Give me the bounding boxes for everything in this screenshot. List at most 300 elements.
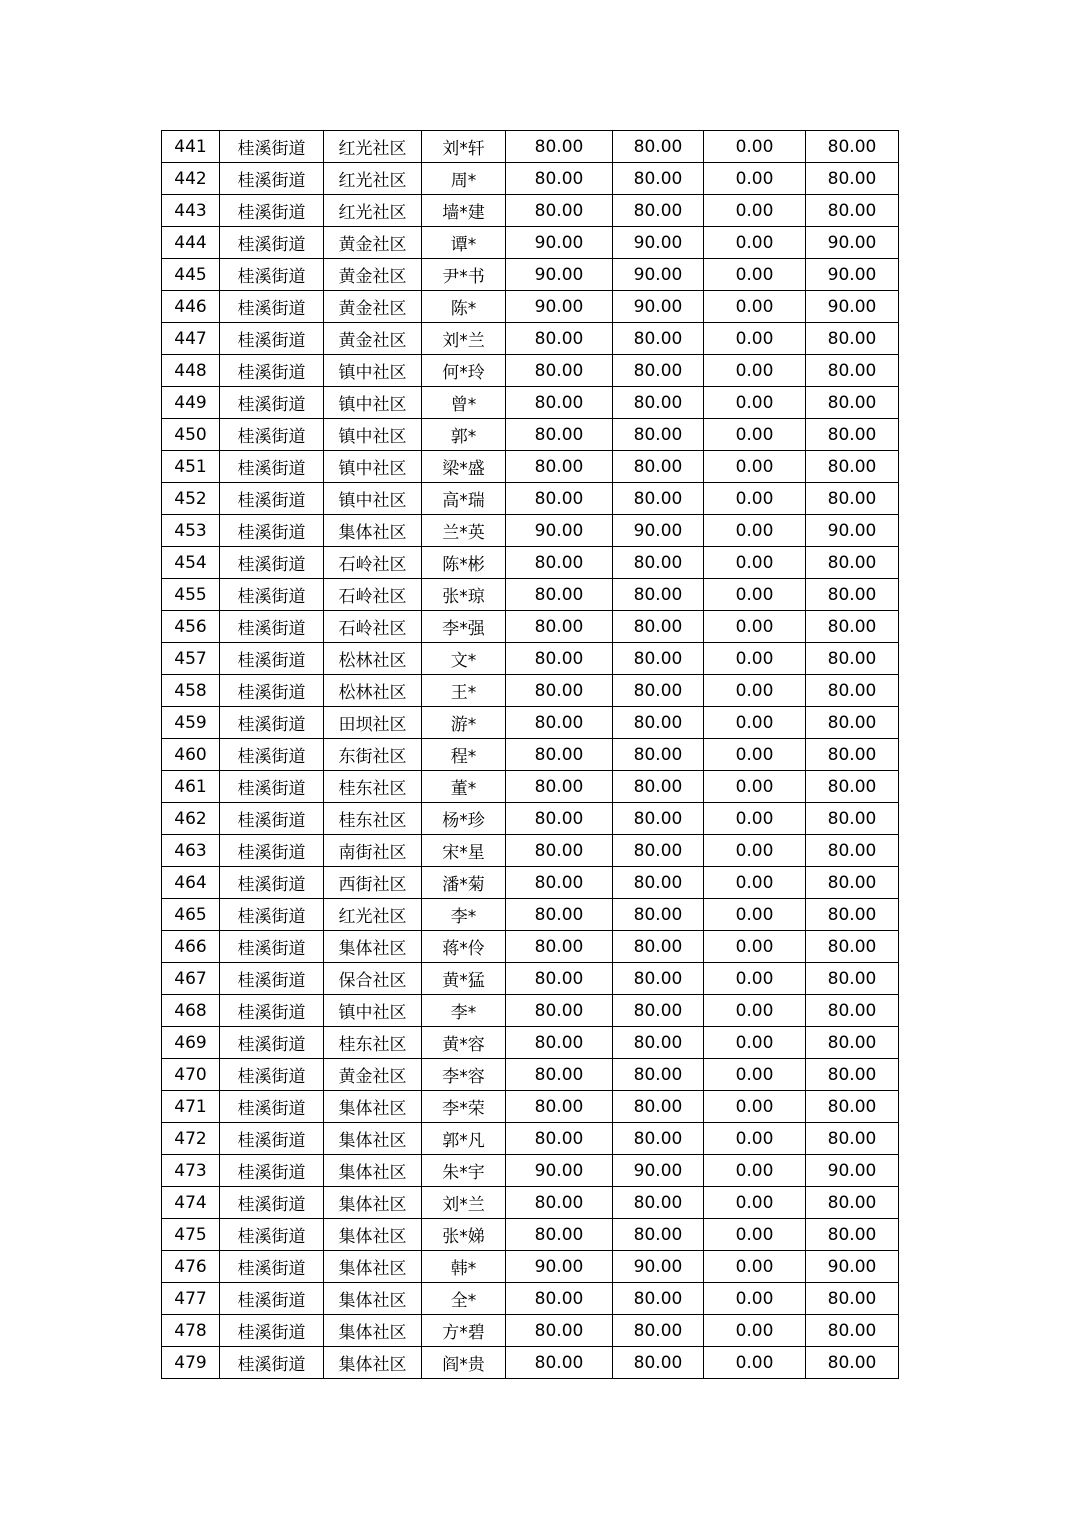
amount-cell-2: 80.00 bbox=[613, 1091, 704, 1123]
row-index-cell: 443 bbox=[162, 195, 220, 227]
amount-cell-4: 80.00 bbox=[806, 387, 899, 419]
amount-cell-2: 80.00 bbox=[613, 835, 704, 867]
row-index-cell: 448 bbox=[162, 355, 220, 387]
amount-cell-4: 80.00 bbox=[806, 675, 899, 707]
row-index-cell: 472 bbox=[162, 1123, 220, 1155]
street-cell: 桂溪街道 bbox=[220, 1187, 324, 1219]
row-index-cell: 456 bbox=[162, 611, 220, 643]
name-cell: 尹*书 bbox=[422, 259, 506, 291]
name-cell: 张*琼 bbox=[422, 579, 506, 611]
street-cell: 桂溪街道 bbox=[220, 1251, 324, 1283]
community-cell: 保合社区 bbox=[324, 963, 422, 995]
community-cell: 西街社区 bbox=[324, 867, 422, 899]
name-cell: 陈* bbox=[422, 291, 506, 323]
amount-cell-1: 80.00 bbox=[506, 579, 613, 611]
street-cell: 桂溪街道 bbox=[220, 1059, 324, 1091]
table-row bbox=[162, 771, 899, 803]
row-index-cell: 475 bbox=[162, 1219, 220, 1251]
row-index-cell: 461 bbox=[162, 771, 220, 803]
amount-cell-4: 80.00 bbox=[806, 1123, 899, 1155]
name-cell: 曾* bbox=[422, 387, 506, 419]
amount-cell-2: 90.00 bbox=[613, 1251, 704, 1283]
community-cell: 集体社区 bbox=[324, 1219, 422, 1251]
table-row bbox=[162, 1347, 899, 1379]
row-index-cell: 471 bbox=[162, 1091, 220, 1123]
name-cell: 张*娣 bbox=[422, 1219, 506, 1251]
amount-cell-4: 80.00 bbox=[806, 547, 899, 579]
amount-cell-4: 80.00 bbox=[806, 195, 899, 227]
name-cell: 游* bbox=[422, 707, 506, 739]
amount-cell-4: 80.00 bbox=[806, 771, 899, 803]
amount-cell-1: 80.00 bbox=[506, 323, 613, 355]
table-row bbox=[162, 643, 899, 675]
document-table bbox=[161, 130, 898, 1379]
community-cell: 集体社区 bbox=[324, 1283, 422, 1315]
community-cell: 集体社区 bbox=[324, 1155, 422, 1187]
community-cell: 集体社区 bbox=[324, 515, 422, 547]
amount-cell-3: 0.00 bbox=[704, 707, 806, 739]
amount-cell-2: 80.00 bbox=[613, 995, 704, 1027]
row-index-cell: 478 bbox=[162, 1315, 220, 1347]
amount-cell-4: 80.00 bbox=[806, 707, 899, 739]
row-index-cell: 446 bbox=[162, 291, 220, 323]
amount-cell-3: 0.00 bbox=[704, 451, 806, 483]
street-cell: 桂溪街道 bbox=[220, 931, 324, 963]
table-row bbox=[162, 515, 899, 547]
amount-cell-1: 80.00 bbox=[506, 707, 613, 739]
amount-cell-2: 90.00 bbox=[613, 515, 704, 547]
table-row bbox=[162, 1187, 899, 1219]
community-cell: 镇中社区 bbox=[324, 355, 422, 387]
street-cell: 桂溪街道 bbox=[220, 515, 324, 547]
amount-cell-2: 80.00 bbox=[613, 643, 704, 675]
community-cell: 石岭社区 bbox=[324, 579, 422, 611]
amount-cell-2: 80.00 bbox=[613, 195, 704, 227]
row-index-cell: 476 bbox=[162, 1251, 220, 1283]
amount-cell-2: 80.00 bbox=[613, 1027, 704, 1059]
street-cell: 桂溪街道 bbox=[220, 899, 324, 931]
amount-cell-1: 80.00 bbox=[506, 131, 613, 163]
street-cell: 桂溪街道 bbox=[220, 195, 324, 227]
amount-cell-2: 90.00 bbox=[613, 291, 704, 323]
amount-cell-4: 80.00 bbox=[806, 1315, 899, 1347]
amount-cell-1: 80.00 bbox=[506, 451, 613, 483]
amount-cell-2: 80.00 bbox=[613, 1283, 704, 1315]
amount-cell-1: 80.00 bbox=[506, 803, 613, 835]
amount-cell-4: 90.00 bbox=[806, 515, 899, 547]
table-row bbox=[162, 291, 899, 323]
amount-cell-2: 80.00 bbox=[613, 899, 704, 931]
community-cell: 红光社区 bbox=[324, 899, 422, 931]
amount-cell-3: 0.00 bbox=[704, 1347, 806, 1379]
community-cell: 集体社区 bbox=[324, 1315, 422, 1347]
street-cell: 桂溪街道 bbox=[220, 867, 324, 899]
name-cell: 刘*轩 bbox=[422, 131, 506, 163]
amount-cell-2: 80.00 bbox=[613, 323, 704, 355]
amount-cell-4: 80.00 bbox=[806, 1283, 899, 1315]
street-cell: 桂溪街道 bbox=[220, 291, 324, 323]
table-row bbox=[162, 803, 899, 835]
amount-cell-4: 80.00 bbox=[806, 963, 899, 995]
name-cell: 李* bbox=[422, 995, 506, 1027]
name-cell: 王* bbox=[422, 675, 506, 707]
amount-cell-4: 80.00 bbox=[806, 1347, 899, 1379]
amount-cell-1: 90.00 bbox=[506, 291, 613, 323]
row-index-cell: 442 bbox=[162, 163, 220, 195]
amount-cell-1: 80.00 bbox=[506, 899, 613, 931]
street-cell: 桂溪街道 bbox=[220, 1091, 324, 1123]
row-index-cell: 465 bbox=[162, 899, 220, 931]
table-row bbox=[162, 1315, 899, 1347]
amount-cell-4: 80.00 bbox=[806, 739, 899, 771]
street-cell: 桂溪街道 bbox=[220, 547, 324, 579]
amount-cell-2: 80.00 bbox=[613, 1347, 704, 1379]
community-cell: 镇中社区 bbox=[324, 483, 422, 515]
amount-cell-2: 80.00 bbox=[613, 803, 704, 835]
table-row bbox=[162, 739, 899, 771]
table-row bbox=[162, 931, 899, 963]
name-cell: 文* bbox=[422, 643, 506, 675]
amount-cell-4: 80.00 bbox=[806, 131, 899, 163]
name-cell: 方*碧 bbox=[422, 1315, 506, 1347]
amount-cell-1: 80.00 bbox=[506, 195, 613, 227]
amount-cell-1: 90.00 bbox=[506, 1251, 613, 1283]
table-row bbox=[162, 1091, 899, 1123]
amount-cell-2: 80.00 bbox=[613, 547, 704, 579]
row-index-cell: 479 bbox=[162, 1347, 220, 1379]
amount-cell-1: 80.00 bbox=[506, 355, 613, 387]
community-cell: 镇中社区 bbox=[324, 387, 422, 419]
amount-cell-4: 80.00 bbox=[806, 451, 899, 483]
amount-cell-3: 0.00 bbox=[704, 867, 806, 899]
name-cell: 黄*猛 bbox=[422, 963, 506, 995]
community-cell: 镇中社区 bbox=[324, 419, 422, 451]
amount-cell-3: 0.00 bbox=[704, 1219, 806, 1251]
row-index-cell: 463 bbox=[162, 835, 220, 867]
amount-cell-3: 0.00 bbox=[704, 419, 806, 451]
row-index-cell: 468 bbox=[162, 995, 220, 1027]
amount-cell-3: 0.00 bbox=[704, 611, 806, 643]
street-cell: 桂溪街道 bbox=[220, 483, 324, 515]
amount-cell-3: 0.00 bbox=[704, 579, 806, 611]
amount-cell-3: 0.00 bbox=[704, 1091, 806, 1123]
amount-cell-2: 80.00 bbox=[613, 131, 704, 163]
row-index-cell: 455 bbox=[162, 579, 220, 611]
name-cell: 刘*兰 bbox=[422, 323, 506, 355]
row-index-cell: 444 bbox=[162, 227, 220, 259]
street-cell: 桂溪街道 bbox=[220, 995, 324, 1027]
amount-cell-2: 80.00 bbox=[613, 771, 704, 803]
name-cell: 李*强 bbox=[422, 611, 506, 643]
name-cell: 宋*星 bbox=[422, 835, 506, 867]
name-cell: 黄*容 bbox=[422, 1027, 506, 1059]
name-cell: 李*荣 bbox=[422, 1091, 506, 1123]
name-cell: 李* bbox=[422, 899, 506, 931]
amount-cell-4: 80.00 bbox=[806, 1091, 899, 1123]
community-cell: 黄金社区 bbox=[324, 259, 422, 291]
street-cell: 桂溪街道 bbox=[220, 803, 324, 835]
amount-cell-1: 80.00 bbox=[506, 419, 613, 451]
name-cell: 李*容 bbox=[422, 1059, 506, 1091]
amount-cell-3: 0.00 bbox=[704, 259, 806, 291]
community-cell: 桂东社区 bbox=[324, 1027, 422, 1059]
name-cell: 董* bbox=[422, 771, 506, 803]
name-cell: 郭*凡 bbox=[422, 1123, 506, 1155]
amount-cell-2: 80.00 bbox=[613, 739, 704, 771]
community-cell: 红光社区 bbox=[324, 163, 422, 195]
amount-cell-4: 80.00 bbox=[806, 1187, 899, 1219]
amount-cell-1: 80.00 bbox=[506, 483, 613, 515]
street-cell: 桂溪街道 bbox=[220, 675, 324, 707]
name-cell: 杨*珍 bbox=[422, 803, 506, 835]
amount-cell-3: 0.00 bbox=[704, 1155, 806, 1187]
amount-cell-4: 80.00 bbox=[806, 835, 899, 867]
row-index-cell: 445 bbox=[162, 259, 220, 291]
amount-cell-4: 90.00 bbox=[806, 227, 899, 259]
amount-cell-3: 0.00 bbox=[704, 995, 806, 1027]
amount-cell-4: 80.00 bbox=[806, 1059, 899, 1091]
table-row bbox=[162, 323, 899, 355]
amount-cell-2: 80.00 bbox=[613, 355, 704, 387]
street-cell: 桂溪街道 bbox=[220, 1283, 324, 1315]
amount-cell-4: 80.00 bbox=[806, 867, 899, 899]
amount-cell-4: 80.00 bbox=[806, 931, 899, 963]
community-cell: 黄金社区 bbox=[324, 323, 422, 355]
amount-cell-3: 0.00 bbox=[704, 387, 806, 419]
street-cell: 桂溪街道 bbox=[220, 707, 324, 739]
amount-cell-2: 80.00 bbox=[613, 483, 704, 515]
street-cell: 桂溪街道 bbox=[220, 835, 324, 867]
name-cell: 梁*盛 bbox=[422, 451, 506, 483]
row-index-cell: 466 bbox=[162, 931, 220, 963]
amount-cell-1: 80.00 bbox=[506, 771, 613, 803]
amount-cell-4: 80.00 bbox=[806, 995, 899, 1027]
amount-cell-2: 80.00 bbox=[613, 419, 704, 451]
amount-cell-1: 80.00 bbox=[506, 1347, 613, 1379]
amount-cell-1: 90.00 bbox=[506, 227, 613, 259]
amount-cell-2: 80.00 bbox=[613, 1315, 704, 1347]
amount-cell-1: 80.00 bbox=[506, 931, 613, 963]
amount-cell-3: 0.00 bbox=[704, 355, 806, 387]
amount-cell-4: 90.00 bbox=[806, 259, 899, 291]
name-cell: 刘*兰 bbox=[422, 1187, 506, 1219]
table-row bbox=[162, 1059, 899, 1091]
amount-cell-4: 80.00 bbox=[806, 899, 899, 931]
amount-cell-2: 90.00 bbox=[613, 259, 704, 291]
street-cell: 桂溪街道 bbox=[220, 1219, 324, 1251]
amount-cell-1: 80.00 bbox=[506, 963, 613, 995]
row-index-cell: 469 bbox=[162, 1027, 220, 1059]
amount-cell-1: 90.00 bbox=[506, 1155, 613, 1187]
amount-cell-2: 90.00 bbox=[613, 227, 704, 259]
amount-cell-4: 80.00 bbox=[806, 611, 899, 643]
amount-cell-3: 0.00 bbox=[704, 131, 806, 163]
community-cell: 黄金社区 bbox=[324, 227, 422, 259]
amount-cell-4: 80.00 bbox=[806, 1027, 899, 1059]
amount-cell-1: 80.00 bbox=[506, 1059, 613, 1091]
amount-cell-1: 80.00 bbox=[506, 611, 613, 643]
community-cell: 桂东社区 bbox=[324, 771, 422, 803]
amount-cell-2: 80.00 bbox=[613, 611, 704, 643]
amount-cell-3: 0.00 bbox=[704, 803, 806, 835]
table-row bbox=[162, 1219, 899, 1251]
amount-cell-1: 90.00 bbox=[506, 515, 613, 547]
amount-cell-1: 90.00 bbox=[506, 259, 613, 291]
community-cell: 集体社区 bbox=[324, 1251, 422, 1283]
row-index-cell: 460 bbox=[162, 739, 220, 771]
amount-cell-1: 80.00 bbox=[506, 1187, 613, 1219]
street-cell: 桂溪街道 bbox=[220, 387, 324, 419]
amount-cell-3: 0.00 bbox=[704, 547, 806, 579]
row-index-cell: 453 bbox=[162, 515, 220, 547]
amount-cell-3: 0.00 bbox=[704, 1315, 806, 1347]
table-row bbox=[162, 707, 899, 739]
table-row bbox=[162, 195, 899, 227]
amount-cell-3: 0.00 bbox=[704, 771, 806, 803]
street-cell: 桂溪街道 bbox=[220, 131, 324, 163]
name-cell: 全* bbox=[422, 1283, 506, 1315]
street-cell: 桂溪街道 bbox=[220, 419, 324, 451]
row-index-cell: 467 bbox=[162, 963, 220, 995]
community-cell: 镇中社区 bbox=[324, 451, 422, 483]
row-index-cell: 447 bbox=[162, 323, 220, 355]
amount-cell-2: 80.00 bbox=[613, 579, 704, 611]
community-cell: 集体社区 bbox=[324, 1187, 422, 1219]
table-row bbox=[162, 867, 899, 899]
amount-cell-2: 80.00 bbox=[613, 1059, 704, 1091]
amount-cell-1: 80.00 bbox=[506, 1219, 613, 1251]
amount-cell-1: 80.00 bbox=[506, 675, 613, 707]
amount-cell-1: 80.00 bbox=[506, 643, 613, 675]
table-row bbox=[162, 963, 899, 995]
amount-cell-4: 80.00 bbox=[806, 643, 899, 675]
street-cell: 桂溪街道 bbox=[220, 323, 324, 355]
row-index-cell: 450 bbox=[162, 419, 220, 451]
community-cell: 东街社区 bbox=[324, 739, 422, 771]
community-cell: 镇中社区 bbox=[324, 995, 422, 1027]
amount-cell-4: 80.00 bbox=[806, 163, 899, 195]
amount-cell-3: 0.00 bbox=[704, 1251, 806, 1283]
street-cell: 桂溪街道 bbox=[220, 771, 324, 803]
name-cell: 谭* bbox=[422, 227, 506, 259]
street-cell: 桂溪街道 bbox=[220, 643, 324, 675]
amount-cell-4: 80.00 bbox=[806, 579, 899, 611]
street-cell: 桂溪街道 bbox=[220, 451, 324, 483]
amount-cell-3: 0.00 bbox=[704, 227, 806, 259]
community-cell: 松林社区 bbox=[324, 643, 422, 675]
table-row bbox=[162, 163, 899, 195]
amount-cell-1: 80.00 bbox=[506, 1315, 613, 1347]
table-row bbox=[162, 899, 899, 931]
amount-cell-4: 90.00 bbox=[806, 1251, 899, 1283]
community-cell: 桂东社区 bbox=[324, 803, 422, 835]
name-cell: 高*瑞 bbox=[422, 483, 506, 515]
amount-cell-2: 80.00 bbox=[613, 451, 704, 483]
row-index-cell: 473 bbox=[162, 1155, 220, 1187]
street-cell: 桂溪街道 bbox=[220, 1155, 324, 1187]
amount-cell-3: 0.00 bbox=[704, 1027, 806, 1059]
amount-cell-3: 0.00 bbox=[704, 739, 806, 771]
community-cell: 松林社区 bbox=[324, 675, 422, 707]
row-index-cell: 470 bbox=[162, 1059, 220, 1091]
row-index-cell: 458 bbox=[162, 675, 220, 707]
row-index-cell: 462 bbox=[162, 803, 220, 835]
row-index-cell: 454 bbox=[162, 547, 220, 579]
name-cell: 潘*菊 bbox=[422, 867, 506, 899]
amount-cell-2: 80.00 bbox=[613, 1187, 704, 1219]
amount-cell-1: 80.00 bbox=[506, 1283, 613, 1315]
amount-cell-3: 0.00 bbox=[704, 291, 806, 323]
amount-cell-3: 0.00 bbox=[704, 163, 806, 195]
table-row bbox=[162, 579, 899, 611]
amount-cell-4: 80.00 bbox=[806, 1219, 899, 1251]
street-cell: 桂溪街道 bbox=[220, 1347, 324, 1379]
table-row bbox=[162, 1123, 899, 1155]
community-cell: 红光社区 bbox=[324, 195, 422, 227]
community-cell: 集体社区 bbox=[324, 1347, 422, 1379]
amount-cell-3: 0.00 bbox=[704, 1123, 806, 1155]
row-index-cell: 474 bbox=[162, 1187, 220, 1219]
community-cell: 红光社区 bbox=[324, 131, 422, 163]
amount-cell-1: 80.00 bbox=[506, 387, 613, 419]
amount-cell-3: 0.00 bbox=[704, 515, 806, 547]
amount-cell-3: 0.00 bbox=[704, 1187, 806, 1219]
community-cell: 集体社区 bbox=[324, 931, 422, 963]
amount-cell-3: 0.00 bbox=[704, 963, 806, 995]
amount-cell-3: 0.00 bbox=[704, 899, 806, 931]
name-cell: 何*玲 bbox=[422, 355, 506, 387]
amount-cell-1: 80.00 bbox=[506, 1091, 613, 1123]
amount-cell-2: 80.00 bbox=[613, 1123, 704, 1155]
amount-cell-2: 80.00 bbox=[613, 163, 704, 195]
table-row bbox=[162, 259, 899, 291]
table-row bbox=[162, 1251, 899, 1283]
amount-cell-1: 80.00 bbox=[506, 547, 613, 579]
table-row bbox=[162, 131, 899, 163]
amount-cell-4: 90.00 bbox=[806, 291, 899, 323]
row-index-cell: 464 bbox=[162, 867, 220, 899]
amount-cell-1: 80.00 bbox=[506, 835, 613, 867]
name-cell: 兰*英 bbox=[422, 515, 506, 547]
amount-cell-4: 80.00 bbox=[806, 323, 899, 355]
street-cell: 桂溪街道 bbox=[220, 963, 324, 995]
amount-cell-4: 80.00 bbox=[806, 419, 899, 451]
name-cell: 韩* bbox=[422, 1251, 506, 1283]
street-cell: 桂溪街道 bbox=[220, 163, 324, 195]
table-row bbox=[162, 611, 899, 643]
table-row bbox=[162, 1027, 899, 1059]
amount-cell-2: 80.00 bbox=[613, 963, 704, 995]
table-row bbox=[162, 355, 899, 387]
amount-cell-4: 80.00 bbox=[806, 803, 899, 835]
amount-cell-2: 80.00 bbox=[613, 931, 704, 963]
street-cell: 桂溪街道 bbox=[220, 1123, 324, 1155]
amount-cell-2: 90.00 bbox=[613, 1155, 704, 1187]
table-row bbox=[162, 227, 899, 259]
name-cell: 郭* bbox=[422, 419, 506, 451]
row-index-cell: 452 bbox=[162, 483, 220, 515]
amount-cell-2: 80.00 bbox=[613, 387, 704, 419]
street-cell: 桂溪街道 bbox=[220, 1315, 324, 1347]
row-index-cell: 441 bbox=[162, 131, 220, 163]
amount-cell-2: 80.00 bbox=[613, 867, 704, 899]
data-table bbox=[161, 130, 899, 1379]
table-row bbox=[162, 547, 899, 579]
amount-cell-3: 0.00 bbox=[704, 675, 806, 707]
street-cell: 桂溪街道 bbox=[220, 355, 324, 387]
row-index-cell: 459 bbox=[162, 707, 220, 739]
row-index-cell: 449 bbox=[162, 387, 220, 419]
